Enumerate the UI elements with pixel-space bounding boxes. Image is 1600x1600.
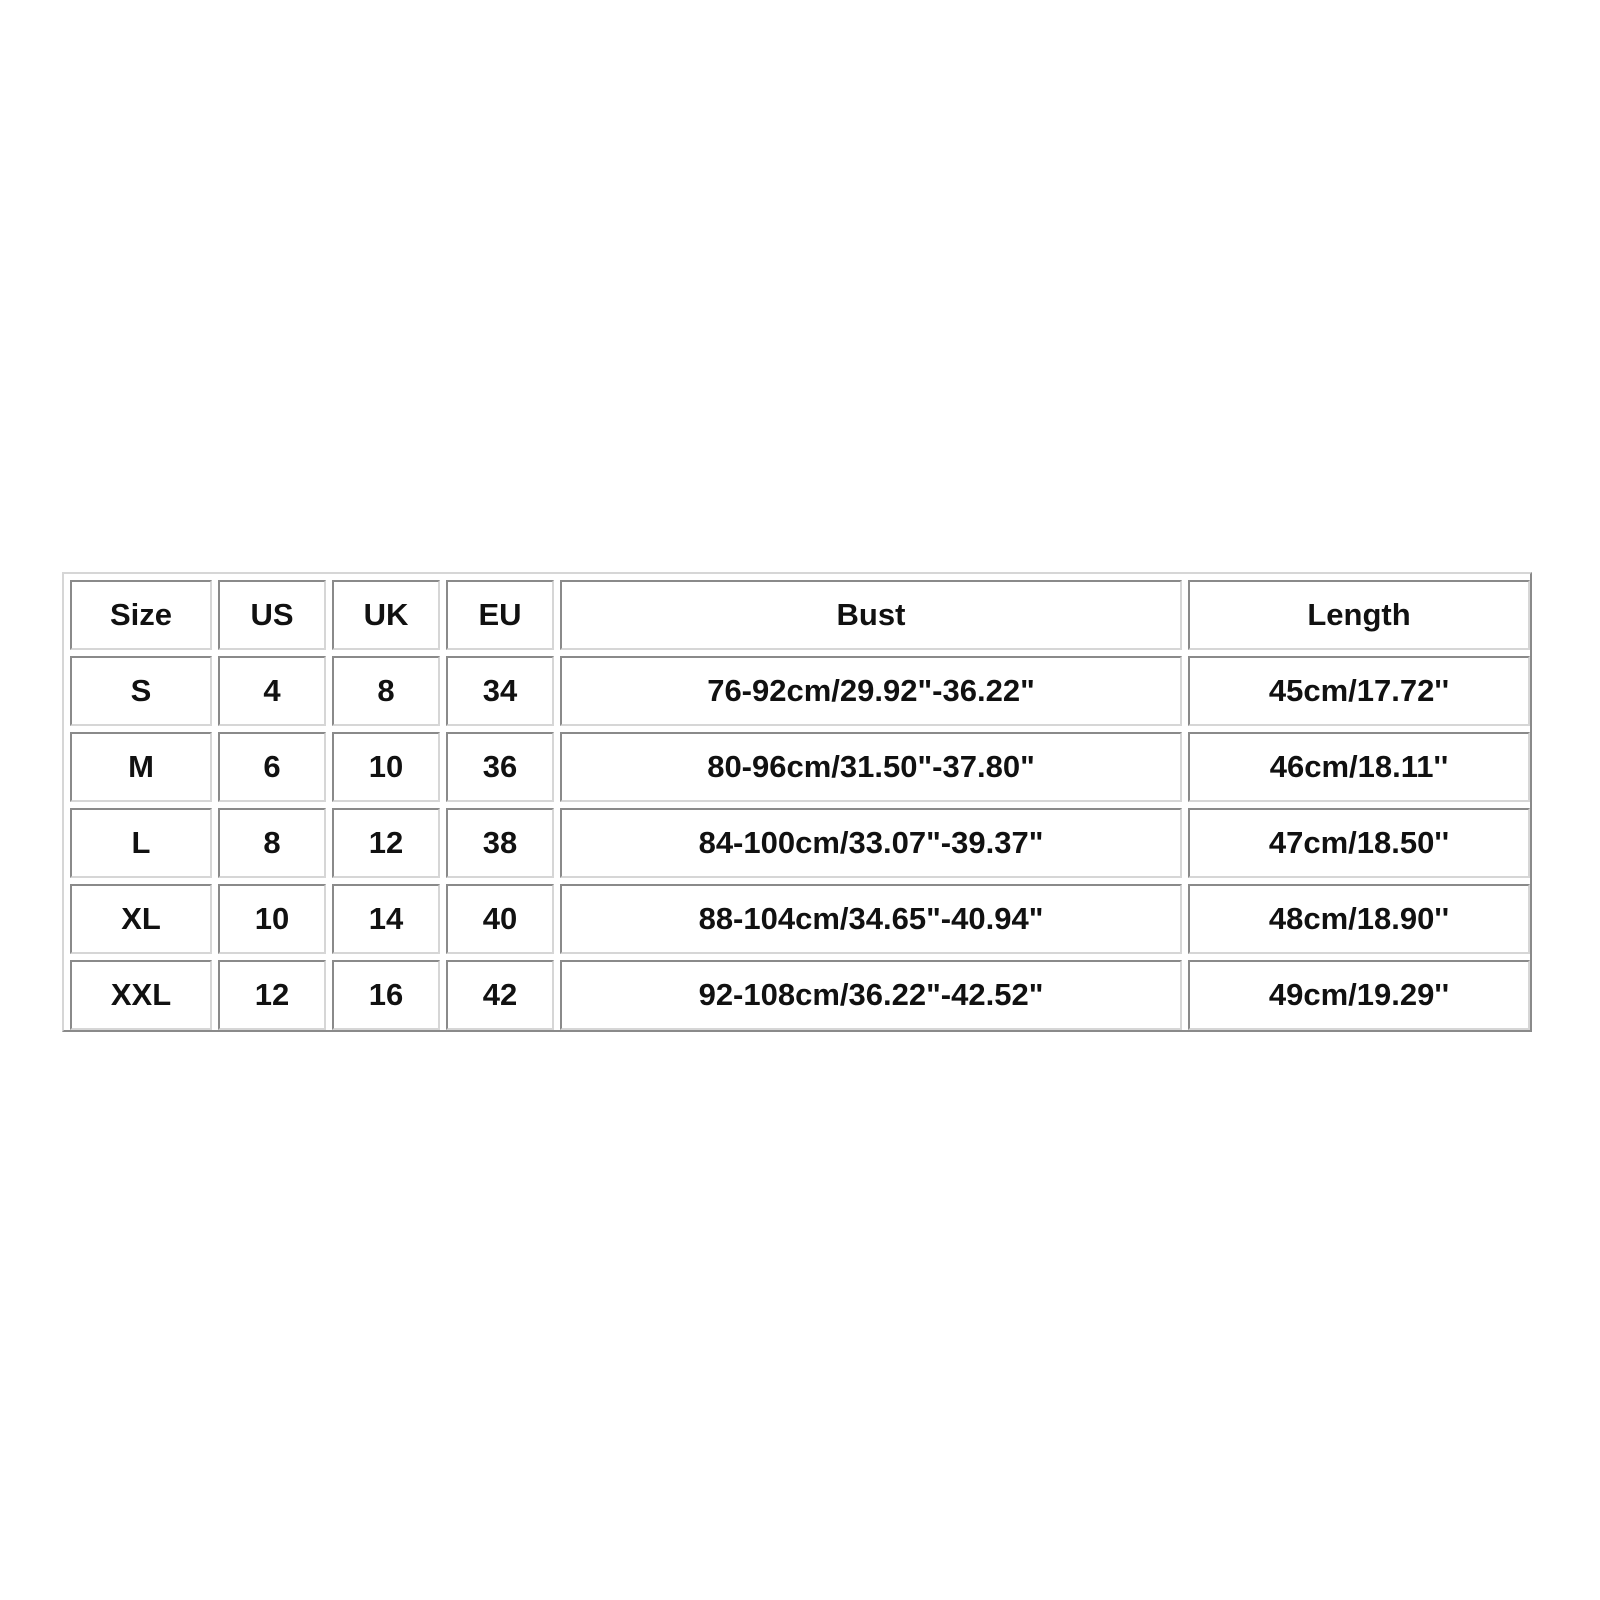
- cell-uk: 14: [332, 884, 440, 954]
- cell-length: 49cm/19.29'': [1188, 960, 1530, 1030]
- cell-eu: 40: [446, 884, 554, 954]
- cell-size: XXL: [70, 960, 212, 1030]
- cell-length: 47cm/18.50'': [1188, 808, 1530, 878]
- cell-uk: 16: [332, 960, 440, 1030]
- cell-bust: 76-92cm/29.92"-36.22": [560, 656, 1182, 726]
- cell-us: 12: [218, 960, 326, 1030]
- cell-us: 4: [218, 656, 326, 726]
- table-row: [70, 732, 1530, 802]
- header-cell-size: Size: [70, 580, 212, 650]
- cell-eu: 38: [446, 808, 554, 878]
- table-row: [70, 960, 1530, 1030]
- cell-length: 46cm/18.11'': [1188, 732, 1530, 802]
- table-row: [70, 884, 1530, 954]
- cell-size: M: [70, 732, 212, 802]
- table-row: [70, 656, 1530, 726]
- cell-uk: 10: [332, 732, 440, 802]
- cell-length: 45cm/17.72'': [1188, 656, 1530, 726]
- cell-bust: 84-100cm/33.07"-39.37": [560, 808, 1182, 878]
- cell-uk: 8: [332, 656, 440, 726]
- cell-size: XL: [70, 884, 212, 954]
- cell-size: S: [70, 656, 212, 726]
- cell-eu: 34: [446, 656, 554, 726]
- cell-eu: 42: [446, 960, 554, 1030]
- cell-size: L: [70, 808, 212, 878]
- header-cell-length: Length: [1188, 580, 1530, 650]
- cell-length: 48cm/18.90'': [1188, 884, 1530, 954]
- header-cell-us: US: [218, 580, 326, 650]
- cell-bust: 80-96cm/31.50"-37.80": [560, 732, 1182, 802]
- cell-uk: 12: [332, 808, 440, 878]
- cell-us: 8: [218, 808, 326, 878]
- table-row: [70, 808, 1530, 878]
- size-chart-table: [64, 574, 1536, 1036]
- cell-us: 6: [218, 732, 326, 802]
- cell-bust: 92-108cm/36.22"-42.52": [560, 960, 1182, 1030]
- size-chart-frame: [62, 572, 1532, 1032]
- header-cell-eu: EU: [446, 580, 554, 650]
- cell-us: 10: [218, 884, 326, 954]
- header-row: [70, 580, 1530, 650]
- header-cell-uk: UK: [332, 580, 440, 650]
- header-cell-bust: Bust: [560, 580, 1182, 650]
- cell-eu: 36: [446, 732, 554, 802]
- cell-bust: 88-104cm/34.65"-40.94": [560, 884, 1182, 954]
